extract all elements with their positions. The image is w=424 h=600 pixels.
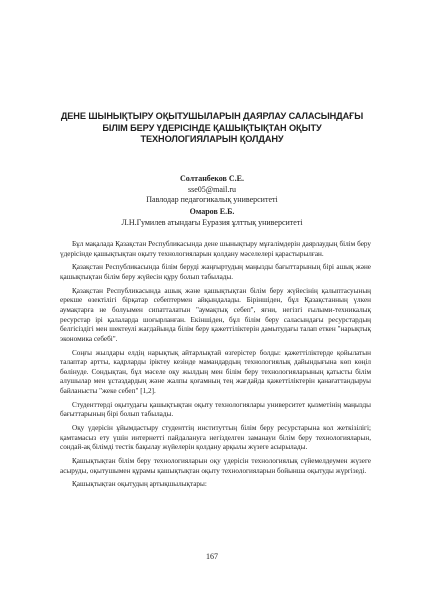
title-line: БІЛІМ БЕРУ ҮДЕРІСІНДЕ ҚАШЫҚТЫҚТАН ОҚЫТУ xyxy=(102,122,322,133)
paragraph: Қашықтықтан оқытудың артықшылықтары: xyxy=(72,480,207,489)
author-block xyxy=(0,174,424,206)
paragraph: Бұл мақалада Қазақстан Республикасында дене шынықтыру мұғалімдерін даярлаудың білім беру үдерісінде қашықтықтан оқыту технологияларын қолдану мәселелері қарастырылған. xyxy=(60,240,371,258)
author-block xyxy=(0,207,424,228)
author-affiliation: Л.Н.Гумилев атындағы Еуразия ұлттық университеті xyxy=(121,217,303,227)
paragraph: Соңғы жылдары елдің нарықтық айтарлықтай өзгерістер болды: қажеттіліктерде қойылатын талаптар артты, кадрларды іріктеу кезінде мамандардың технологиялық дайындығына көп көңіл бөлінуде. Сондықтан, бұл мәселе оқу жылдың мен білім беру технологияларының қатысты білім алушылар мен ұстаздардың және жалпы қоғамның тең жағдайда қажеттіліктерін қанағаттандыруы байланысты "жеке себеп" [1,2]. xyxy=(60,348,371,395)
paragraph: Қазақстан Республикасында ашық және қашықтықтан білім беру жүйесінің қалыптасуының ерекше өзектілігі бірқатар себептермен айқындалады. Біріншіден, бұл Қазақстанның үлкен аумақтарға не болуымен сипатталатын "аумақтық себеп", яғни, негізгі ғылыми-техникалық ресурстар ірі қалаларда шоғырланған. Екіншіден, бұл білім беру саласындағы ресурстардың белгісіздігі мен шектеулі жағдайында білім беру қажеттіліктерін дамытудағы талап еткен "нарықтық экономика себебі". xyxy=(60,286,371,343)
paragraph: Студенттерді оқытудағы қашықтықтан оқыту технологиялары университет қызметінің маңызды бағыттарының бірі болып табылады. xyxy=(60,400,371,419)
title-line: ДЕНЕ ШЫНЫҚТЫРУ ОҚЫТУШЫЛАРЫН ДАЯРЛАУ САЛАСЫНДАҒЫ xyxy=(60,111,364,121)
paragraph: Оқу үдерісін ұйымдастыру студенттің институттың білім беру ресурстарына кол жеткізілігі; қамтамасыз ету үшін интернетті пайдалануға негізделген заманауи білім беру технологияларын, сондай-ақ білімді тестік бақылау жүйелерін қолдану арқылы жүзеге асырылады. xyxy=(60,424,371,452)
paragraph: Қашықтықтан білім беру технологияларын оқу үдерісін технологиялық сүйемелдеумен жүзеге асыруды, оқытушымен құрамы қашықтықтан оқыту технологияларын бойынша оқытуды жүргізеді. xyxy=(60,457,371,475)
author-affiliation: Павлодар педагогикалық университеті xyxy=(146,195,278,204)
author-name: Омаров Е.Б. xyxy=(189,207,235,216)
title-line: ТЕХНОЛОГИЯЛАРЫН ҚОЛДАНУ xyxy=(140,134,284,144)
author-name: Солтанбеков С.Е. xyxy=(180,174,244,183)
body-text xyxy=(60,240,371,494)
paragraph: Қазақстан Республикасында білім беруді жаңғыртудың маңызды бағыттарының бірі ашық және қашықтықтан білім беру жүйесін құру болып табылады. xyxy=(60,263,371,281)
page-number: 167 xyxy=(206,552,218,561)
author-email: sse05@mail.ru xyxy=(187,184,237,194)
paper-title xyxy=(0,111,424,146)
